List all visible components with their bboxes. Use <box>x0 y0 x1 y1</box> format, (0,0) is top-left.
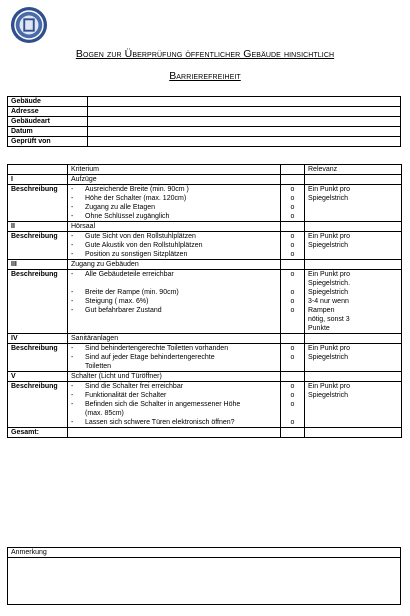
bullet-dash: - <box>71 307 74 314</box>
checkbox-column <box>281 270 305 334</box>
criteria-text: Funktionalität der Schalter <box>85 392 167 399</box>
description-label: Beschreibung <box>8 185 68 222</box>
relevanz-text <box>305 382 402 428</box>
header-empty <box>8 165 68 175</box>
info-value-field[interactable] <box>88 107 401 117</box>
criteria-text: Gute Sicht von den Rollstuhlplätzen <box>85 233 196 240</box>
info-value-field[interactable] <box>88 137 401 147</box>
criteria-list <box>68 344 281 372</box>
info-row <box>8 127 401 137</box>
relevanz-text <box>305 185 402 222</box>
note-table <box>7 547 401 605</box>
relevanz-line: Spiegelstrich <box>308 195 349 202</box>
criteria-item <box>71 353 277 362</box>
criteria-checkbox[interactable]: o <box>290 392 295 399</box>
section-number: V <box>8 372 68 382</box>
bullet-dash: - <box>71 392 74 399</box>
criteria-item <box>71 194 277 203</box>
relevanz-line: Spiegelstrich <box>308 354 349 361</box>
criteria-item <box>71 409 277 418</box>
criteria-item <box>71 288 277 297</box>
criteria-text: Sind die Schalter frei erreichbar <box>85 383 184 390</box>
section-body-row <box>8 382 402 428</box>
section-body-row <box>8 270 402 334</box>
criteria-item <box>71 185 277 194</box>
criteria-item <box>71 241 277 250</box>
relevanz-line: Punkte <box>308 325 330 332</box>
section-title: Sanitäranlagen <box>68 334 281 344</box>
bullet-dash: - <box>71 195 74 202</box>
bullet-dash: - <box>71 213 74 220</box>
section-number: IV <box>8 334 68 344</box>
criteria-text: Gut befahrbarer Zustand <box>85 307 162 314</box>
criteria-checkbox[interactable]: o <box>290 242 295 249</box>
criteria-checkbox[interactable]: o <box>290 419 295 426</box>
document-title: Bogen zur Überprüfung öffentlicher Gebäude hinsichtlich <box>75 48 335 60</box>
criteria-checkbox[interactable]: o <box>290 383 295 390</box>
criteria-checkbox[interactable]: o <box>290 354 295 361</box>
bullet-dash: - <box>71 383 74 390</box>
header-relevanz: Relevanz <box>305 165 402 175</box>
section-number: III <box>8 260 68 270</box>
criteria-list <box>68 185 281 222</box>
bullet-dash: - <box>71 242 74 249</box>
criteria-text: (max. 85cm) <box>85 410 124 417</box>
bullet-dash: - <box>71 233 74 240</box>
info-label: Geprüft von <box>8 137 88 147</box>
criteria-checkbox[interactable] <box>284 409 301 418</box>
criteria-item <box>71 362 277 371</box>
section-header-row <box>8 260 402 270</box>
section-body-row <box>8 344 402 372</box>
criteria-text: Alle Gebäudeteile erreichbar <box>85 271 174 278</box>
info-value-field[interactable] <box>88 97 401 107</box>
criteria-text: Ausreichende Breite (min. 90cm ) <box>85 186 189 193</box>
description-label: Beschreibung <box>8 344 68 372</box>
section-body-row <box>8 185 402 222</box>
section-number: II <box>8 222 68 232</box>
criteria-item <box>71 306 277 315</box>
info-value-field[interactable] <box>88 127 401 137</box>
section-header-row <box>8 372 402 382</box>
criteria-checkbox[interactable]: o <box>290 271 295 278</box>
criteria-list <box>68 232 281 260</box>
criteria-item <box>71 279 277 288</box>
info-row <box>8 117 401 127</box>
section-title: Hörsaal <box>68 222 281 232</box>
relevanz-line: Spiegelstrich <box>308 242 349 249</box>
header-empty <box>281 165 305 175</box>
section-header-row <box>8 175 402 185</box>
bullet-dash: - <box>71 271 74 278</box>
section-title: Zugang zu Gebäuden <box>68 260 281 270</box>
criteria-text: Position zu sonstigen Sitzplätzen <box>85 251 188 258</box>
info-label: Gebäude <box>8 97 88 107</box>
bullet-dash: - <box>71 186 74 193</box>
bullet-dash: - <box>71 401 74 408</box>
criteria-item <box>71 297 277 306</box>
criteria-checkbox[interactable]: o <box>290 307 295 314</box>
criteria-item <box>71 400 277 409</box>
bullet-dash: - <box>71 345 74 352</box>
info-value-field[interactable] <box>88 117 401 127</box>
criteria-list <box>68 270 281 334</box>
criteria-text: Höhe der Schalter (max. 120cm) <box>85 195 187 202</box>
document-subtitle: Barrierefreiheit <box>169 70 241 82</box>
criteria-checkbox[interactable]: o <box>290 298 295 305</box>
criteria-item <box>71 344 277 353</box>
anmerkung-field[interactable] <box>8 558 401 605</box>
header-kriterium: Kriterium <box>68 165 281 175</box>
criteria-checkbox[interactable]: o <box>290 213 295 220</box>
criteria-checkbox[interactable]: o <box>290 251 295 258</box>
relevanz-line: Spiegelstrich <box>308 289 349 296</box>
criteria-item <box>71 382 277 391</box>
section-title: Aufzüge <box>68 175 281 185</box>
info-row <box>8 107 401 117</box>
bullet-dash: - <box>71 354 74 361</box>
criteria-text: Sind behindertengerechte Toiletten vorhanden <box>85 345 229 352</box>
criteria-table <box>7 164 402 438</box>
criteria-item <box>71 250 277 259</box>
criteria-text: Ohne Schlüssel zugänglich <box>85 213 170 220</box>
relevanz-line: Spiegelstrich. <box>308 280 351 287</box>
building-info-table <box>7 96 401 147</box>
bullet-dash: - <box>71 419 74 426</box>
criteria-list <box>68 382 281 428</box>
criteria-text: Steigung ( max. 6%) <box>85 298 149 305</box>
university-seal-icon <box>10 6 48 44</box>
section-body-row <box>8 232 402 260</box>
relevanz-line: Ein Punkt pro <box>308 383 351 390</box>
criteria-text: Befinden sich die Schalter in angemessener Höhe <box>85 401 241 408</box>
section-header-row <box>8 334 402 344</box>
criteria-checkbox[interactable]: o <box>290 345 295 352</box>
total-row <box>8 428 402 438</box>
criteria-item <box>71 391 277 400</box>
criteria-item <box>71 203 277 212</box>
criteria-checkbox[interactable]: o <box>290 204 295 211</box>
criteria-item <box>71 270 277 279</box>
criteria-checkbox[interactable] <box>284 362 301 371</box>
criteria-text: Gute Akustik von den Rollstuhlplätzen <box>85 242 203 249</box>
info-label: Datum <box>8 127 88 137</box>
checkbox-column <box>281 185 305 222</box>
relevanz-line: Ein Punkt pro <box>308 271 351 278</box>
bullet-dash: - <box>71 204 74 211</box>
info-label: Adresse <box>8 107 88 117</box>
description-label: Beschreibung <box>8 382 68 428</box>
checkbox-column <box>281 382 305 428</box>
criteria-checkbox[interactable]: o <box>290 233 295 240</box>
info-label: Gebäudeart <box>8 117 88 127</box>
relevanz-line: Ein Punkt pro <box>308 186 351 193</box>
criteria-text: Lassen sich schwere Türen elektronisch öffnen? <box>85 419 235 426</box>
section-header-row <box>8 222 402 232</box>
total-label: Gesamt: <box>8 428 68 438</box>
relevanz-line: Ein Punkt pro <box>308 345 351 352</box>
criteria-item <box>71 212 277 221</box>
criteria-item <box>71 418 277 427</box>
criteria-text: Toiletten <box>85 363 112 370</box>
relevanz-line: nötig, sonst 3 <box>308 316 350 323</box>
section-number: I <box>8 175 68 185</box>
info-row <box>8 137 401 147</box>
criteria-text: Sind auf jeder Etage behindertengerechte <box>85 354 215 361</box>
section-title: Schalter (Licht und Türöffner) <box>68 372 281 382</box>
criteria-checkbox[interactable]: o <box>290 195 295 202</box>
relevanz-line: Ein Punkt pro <box>308 233 351 240</box>
bullet-dash: - <box>71 298 74 305</box>
total-field[interactable] <box>68 428 281 438</box>
criteria-checkbox[interactable]: o <box>290 289 295 296</box>
relevanz-line: 3-4 nur wenn <box>308 298 349 305</box>
info-row <box>8 97 401 107</box>
criteria-header-row <box>8 165 402 175</box>
criteria-item <box>71 232 277 241</box>
criteria-checkbox[interactable]: o <box>290 186 295 193</box>
bullet-dash: - <box>71 289 74 296</box>
relevanz-line: Spiegelstrich <box>308 392 349 399</box>
criteria-checkbox[interactable]: o <box>290 401 295 408</box>
criteria-checkbox[interactable] <box>284 279 301 288</box>
criteria-text: Zugang zu alle Etagen <box>85 204 156 211</box>
relevanz-text <box>305 232 402 260</box>
relevanz-line: Rampen <box>308 307 335 314</box>
checkbox-column <box>281 344 305 372</box>
relevanz-text <box>305 270 402 334</box>
description-label: Beschreibung <box>8 270 68 334</box>
description-label: Beschreibung <box>8 232 68 260</box>
bullet-dash: - <box>71 251 74 258</box>
relevanz-text <box>305 344 402 372</box>
criteria-text: Breite der Rampe (min. 90cm) <box>85 289 179 296</box>
checkbox-column <box>281 232 305 260</box>
anmerkung-label: Anmerkung <box>8 548 401 558</box>
